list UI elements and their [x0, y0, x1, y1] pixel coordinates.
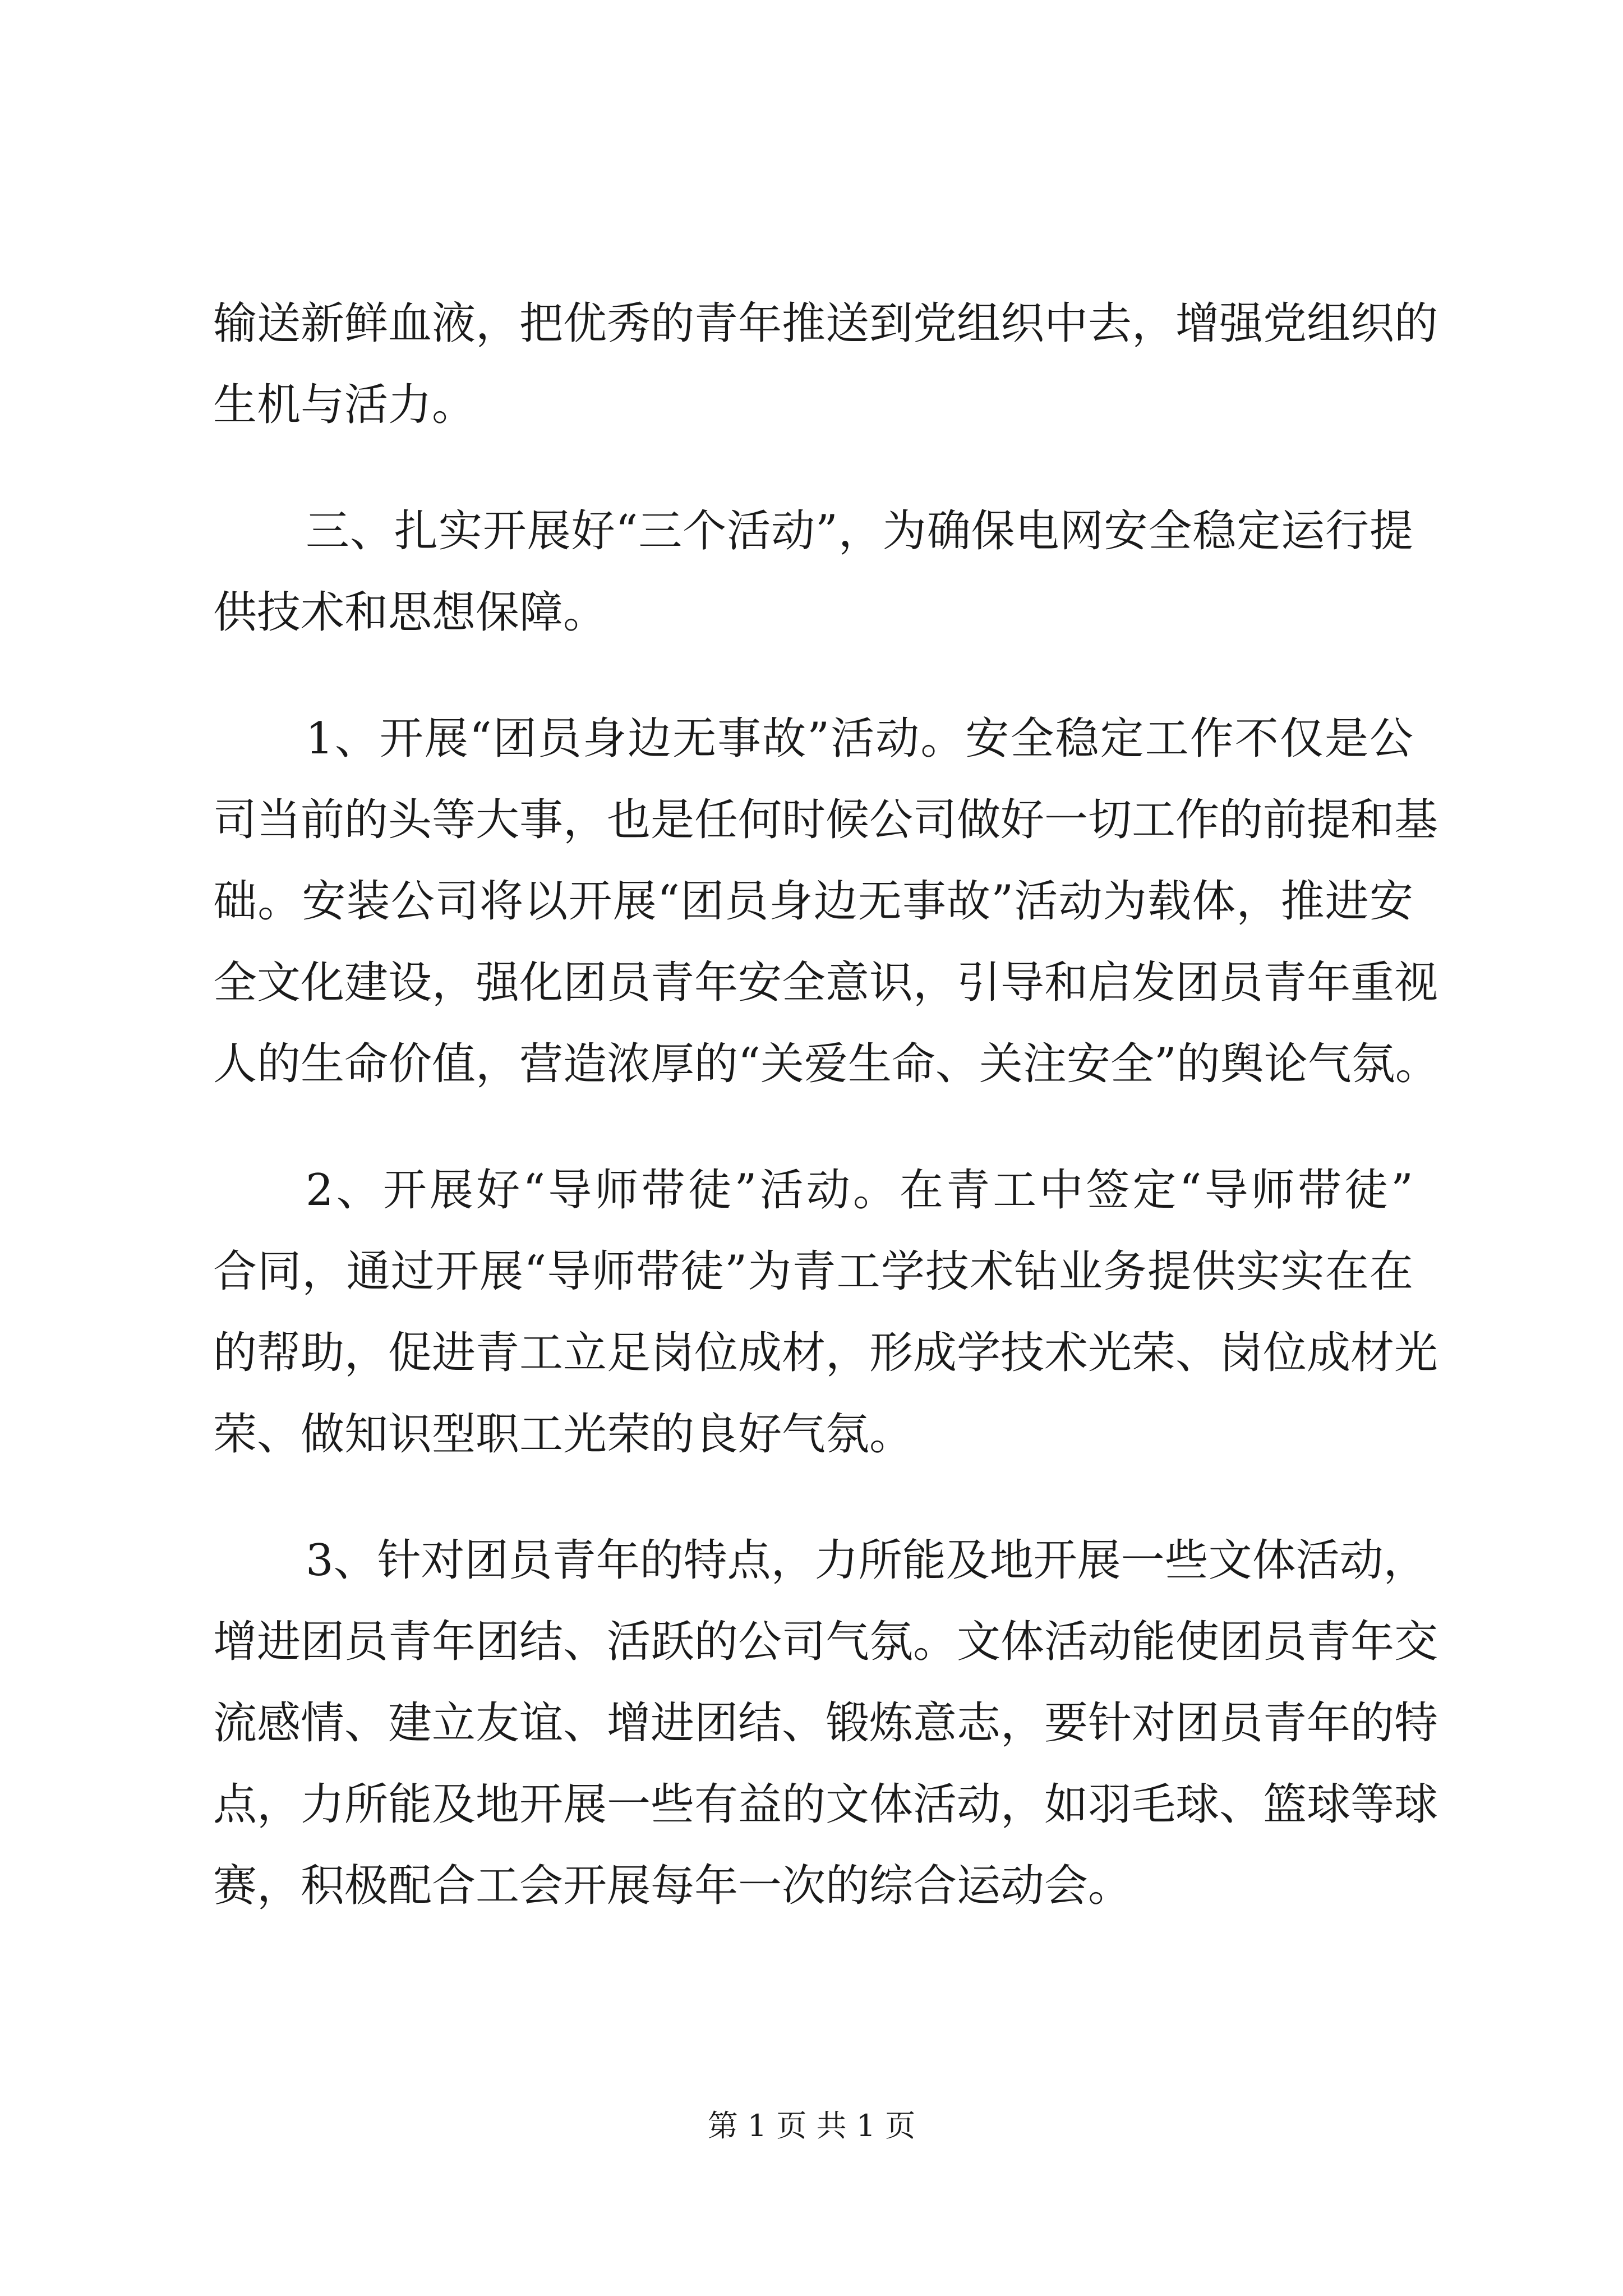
section-heading-line: 供技术和思想保障。 [213, 587, 607, 638]
text-line: 人的生命价值，营造浓厚的“关爱生命、关注安全”的舆论气氛。 [213, 1039, 1439, 1089]
text-line: 1、开展“团员身边无事故”活动。安全稳定工作不仅是公 [306, 714, 1413, 764]
page-number-footer: 第 1 页 共 1 页 [707, 2108, 916, 2143]
text-line: 2、开展好“导师带徒”活动。在青工中签定“导师带徒” [306, 1165, 1413, 1216]
text-line: 全文化建设，强化团员青年安全意识，引导和启发团员青年重视 [213, 958, 1438, 1008]
text-line: 础。安装公司将以开展“团员身边无事故”活动为载体，推进安 [213, 876, 1413, 927]
section-heading-line: 三、扎实开展好“三个活动”，为确保电网安全稳定运行提 [306, 506, 1413, 556]
text-line: 流感情、建立友谊、增进团结、锻炼意志，要针对团员青年的特 [213, 1698, 1438, 1749]
text-line: 增进团员青年团结、活跃的公司气氛。文体活动能使团员青年交 [213, 1617, 1438, 1667]
document-body [213, 283, 1439, 1927]
text-line: 3、针对团员青年的特点，力所能及地开展一些文体活动， [306, 1535, 1427, 1586]
text-line: 输送新鲜血液，把优秀的青年推送到党组织中去，增强党组织的 [213, 298, 1438, 349]
text-line: 合同，通过开展“导师带徒”为青工学技术钻业务提供实实在在 [213, 1246, 1413, 1297]
text-line: 司当前的头等大事，也是任何时候公司做好一切工作的前提和基 [213, 795, 1438, 845]
text-line: 点，力所能及地开展一些有益的文体活动，如羽毛球、篮球等球 [213, 1779, 1438, 1830]
text-line: 赛，积极配合工会开展每年一次的综合运动会。 [213, 1861, 1132, 1911]
text-line: 生机与活力。 [213, 380, 476, 430]
text-line: 的帮助，促进青工立足岗位成材，形成学技术光荣、岗位成材光 [213, 1328, 1438, 1378]
text-line: 荣、做知识型职工光荣的良好气氛。 [213, 1409, 914, 1460]
